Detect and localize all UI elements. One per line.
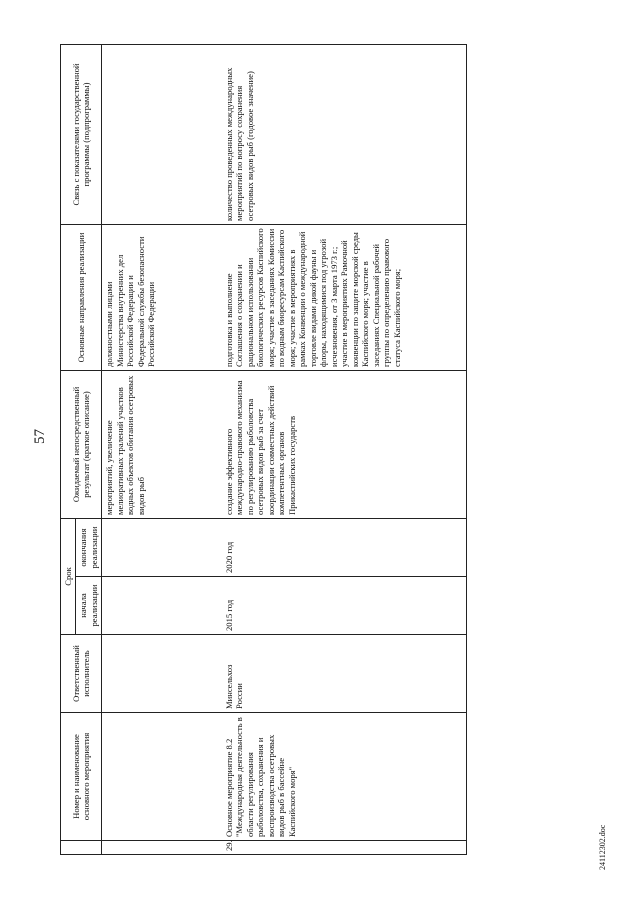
cont-measure-cell	[102, 713, 222, 841]
executor: Минсельхоз России	[222, 635, 467, 713]
cont-executor-cell	[102, 635, 222, 713]
landscape-table-container	[60, 45, 580, 855]
measure-name: Основное мероприятие 8.2 "Международная деятельность в области регулирования рыболовства, сохранения и воспроизводства осетровых видов рыб в бассейне Каспийского моря"	[222, 713, 467, 841]
header-link: Связь с показателями государственной программы (подпрограммы)	[61, 44, 102, 224]
cont-end-cell	[102, 518, 222, 576]
header-result: Ожидаемый непосредственный результат (краткое описание)	[61, 370, 102, 518]
row-number: 29.	[222, 841, 467, 855]
cont-start-cell	[102, 577, 222, 635]
header-directions: Основные направления реализации	[61, 224, 102, 370]
header-end: окончания реализации	[76, 518, 102, 576]
header-measure: Номер и наименование основного мероприятия	[61, 713, 102, 841]
cont-num-cell	[102, 841, 222, 855]
header-term: Срок	[61, 518, 76, 634]
expected-result: создание эффективного международно-правового механизма по регулированию рыболовства осетровых видов рыб за счет координации совместных действий компетентных органов Прикаспийских государств	[222, 370, 467, 518]
indicator-link: количество проведенных международных мероприятий по вопросу сохранения осетровых видов рыб (годовое значение)	[222, 44, 467, 224]
header-executor: Ответственный исполнитель	[61, 635, 102, 713]
table-row	[222, 44, 467, 854]
table-row-continued	[102, 44, 222, 854]
measures-table	[60, 44, 467, 855]
end-year: 2020 год	[222, 518, 467, 576]
header-num	[61, 841, 102, 855]
cont-link-cell	[102, 44, 222, 224]
header-start: начала реализации	[76, 577, 102, 635]
page-number: 57	[32, 429, 48, 444]
document-id: 24112302.doc	[598, 824, 607, 870]
cont-result-cell: мероприятий, увеличение мелиоративных тралений участков водных объектов обитания осетровых видов рыб	[102, 370, 222, 518]
start-year: 2015 год	[222, 577, 467, 635]
main-directions: подготовка и выполнение Соглашения о сохранении и рациональном использовании биологических ресурсов Каспийского моря; участие в заседаниях Комиссии по водным биоресурсам Каспийского моря; участие в мероприятиях в рамках Конвенции о международной торговле видами дикой фауны и флоры, находящимися под угрозой исчезновения, от 3 марта 1973 г.; участие в мероприятиях Рамочной конвенции по защите морской среды Каспийского моря; участие в заседаниях Специальной рабочей группы по определению правового статуса Каспийского моря;	[222, 224, 467, 370]
cont-directions-cell: должностными лицами Министерства внутренних дел Российской Федерации и Федеральной службы безопасности Российской Федерации	[102, 224, 222, 370]
